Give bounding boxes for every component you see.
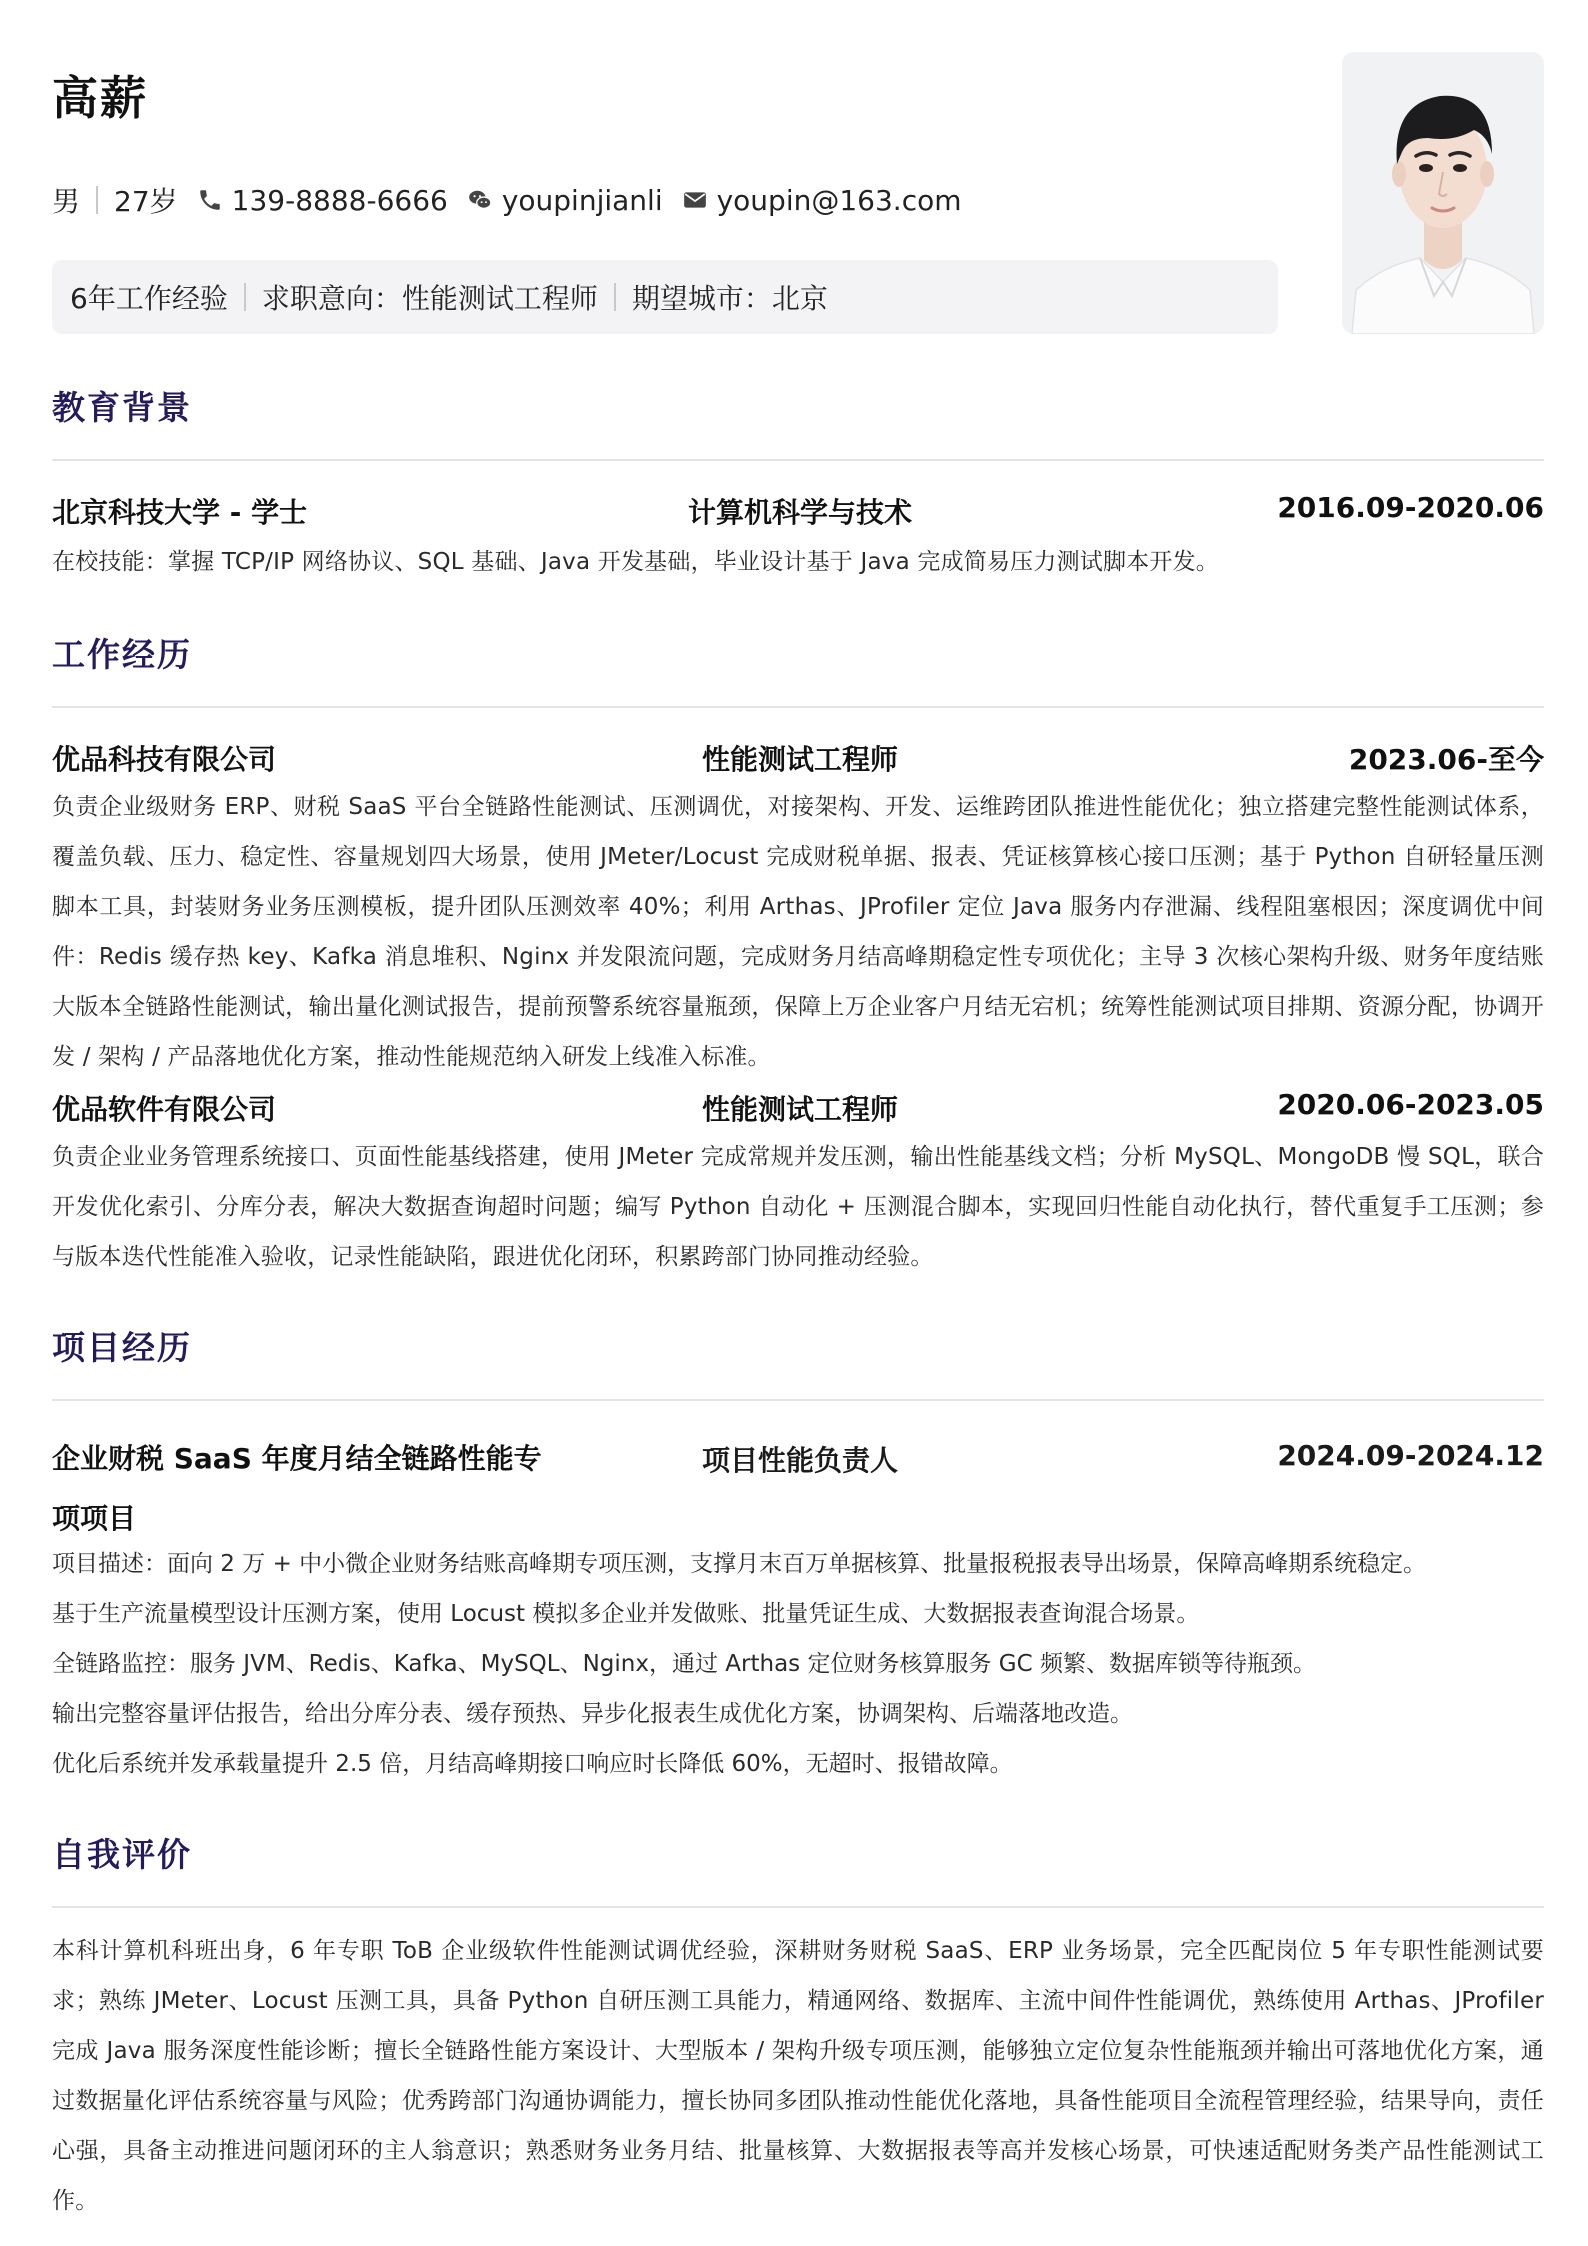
resume-header	[52, 52, 1544, 334]
divider	[96, 186, 98, 214]
school-name: 北京科技大学 - 学士	[52, 496, 308, 529]
wechat-icon	[466, 186, 494, 214]
summary-bar	[52, 260, 1278, 334]
project-section	[52, 1322, 1544, 1789]
project-details	[52, 1539, 1544, 1789]
wechat-id: youpinjianli	[501, 183, 663, 217]
major: 计算机科学与技术	[688, 496, 913, 529]
project-period: 2024.09-2024.12	[1277, 1439, 1544, 1472]
education-detail: 在校技能：掌握 TCP/IP 网络协议、SQL 基础、Java 开发基础，毕业设计基于 Java 完成简易压力测试脚本开发。	[52, 549, 1219, 575]
project-line: 输出完整容量评估报告，给出分库分表、缓存预热、异步化报表生成优化方案，协调架构、后端落地改造。	[52, 1701, 1133, 1727]
divider	[244, 283, 246, 311]
resume-page	[52, 52, 1544, 2226]
phone-icon	[196, 186, 224, 214]
work-period: 2023.06-至今	[1348, 743, 1544, 776]
section-title-project: 项目经历	[52, 1328, 192, 1367]
company-name: 优品科技有限公司	[52, 743, 277, 776]
section-divider	[52, 459, 1544, 461]
project-line: 全链路监控：服务 JVM、Redis、Kafka、MySQL、Nginx，通过 Arthas 定位财务核算服务 GC 频繁、数据库锁等待瓶颈。	[52, 1651, 1316, 1677]
section-title-self: 自我评价	[52, 1835, 192, 1874]
project-line: 基于生产流量模型设计压测方案，使用 Locust 模拟多企业并发做账、批量凭证生成、大数据报表查询混合场景。	[52, 1601, 1200, 1627]
project-name	[52, 1429, 542, 1549]
work-description: 负责企业业务管理系统接口、页面性能基线搭建，使用 JMeter 完成常规并发压测，输出性能基线文档；分析 MySQL、MongoDB 慢 SQL，联合开发优化索引、分库分表，解决大数据查询超时问题；编写 Python 自动化 + 压测混合脚本，实现回归性能自动化执行，替代重复手工压测；参与版本迭代性能准入验收，记录性能缺陷，跟进优化闭环，积累跨部门协同推动经验。	[52, 1144, 1544, 1270]
self-evaluation-section	[52, 1829, 1544, 2226]
divider	[614, 283, 616, 311]
expected-city: 期望城市：北京	[631, 282, 828, 315]
job-role: 性能测试工程师	[702, 1093, 899, 1126]
work-entry-header	[52, 1088, 1544, 1128]
work-entry-header	[52, 738, 1544, 778]
contact-row	[52, 180, 962, 220]
section-divider	[52, 1906, 1544, 1908]
project-line: 优化后系统并发承载量提升 2.5 倍，月结高峰期接口响应时长降低 60%，无超时、报错故障。	[52, 1751, 1013, 1777]
job-role: 性能测试工程师	[702, 743, 899, 776]
section-title-work: 工作经历	[52, 635, 192, 674]
project-role: 项目性能负责人	[702, 1444, 899, 1477]
education-entry-header	[52, 491, 1544, 531]
work-section	[52, 629, 1544, 1282]
section-divider	[52, 706, 1544, 708]
project-name-line: 项项目	[52, 1502, 137, 1535]
gender: 男	[52, 185, 81, 218]
experience-years: 6年工作经验	[70, 282, 228, 315]
candidate-name: 高薪	[52, 71, 148, 125]
education-section	[52, 382, 1544, 587]
project-entry-header	[52, 1429, 1544, 1535]
self-evaluation-text: 本科计算机科班出身，6 年专职 ToB 企业级软件性能测试调优经验，深耕财务财税 SaaS、ERP 业务场景，完全匹配岗位 5 年专职性能测试要求；熟练 JMeter、Locust 压测工具，具备 Python 自研压测工具能力，精通网络、数据库、主流中间件性能调优，熟练使用 Arthas、JProfiler 完成 Java 服务深度性能诊断；擅长全链路性能方案设计、大型版本 / 架构升级专项压测，能够独立定位复杂性能瓶颈并输出可落地优化方案，通过数据量化评估系统容量与风险；优秀跨部门沟通协调能力，擅长协同多团队推动性能优化落地，具备性能项目全流程管理经验，结果导向，责任心强，具备主动推进问题闭环的主人翁意识；熟悉财务业务月结、批量核算、大数据报表等高并发核心场景，可快速适配财务类产品性能测试工作。	[52, 1938, 1544, 2214]
mail-icon	[681, 186, 709, 214]
age: 27岁	[114, 185, 178, 218]
job-intent: 求职意向：性能测试工程师	[261, 282, 598, 315]
work-description: 负责企业级财务 ERP、财税 SaaS 平台全链路性能测试、压测调优，对接架构、开发、运维跨团队推进性能优化；独立搭建完整性能测试体系，覆盖负载、压力、稳定性、容量规划四大场景，使用 JMeter/Locust 完成财税单据、报表、凭证核算核心接口压测；基于 Python 自研轻量压测脚本工具，封装财务业务压测模板，提升团队压测效率 40%；利用 Arthas、JProfiler 定位 Java 服务内存泄漏、线程阻塞根因；深度调优中间件：Redis 缓存热 key、Kafka 消息堆积、Nginx 并发限流问题，完成财务月结高峰期稳定性专项优化；主导 3 次核心架构升级、财务年度结账大版本全链路性能测试，输出量化测试报告，提前预警系统容量瓶颈，保障上万企业客户月结无宕机；统筹性能测试项目排期、资源分配，协调开发 / 架构 / 产品落地优化方案，推动性能规范纳入研发上线准入标准。	[52, 794, 1544, 1070]
company-name: 优品软件有限公司	[52, 1093, 277, 1126]
project-name-line: 企业财税 SaaS 年度月结全链路性能专	[52, 1442, 542, 1475]
phone-number: 139-8888-6666	[231, 183, 448, 217]
section-title-education: 教育背景	[52, 388, 192, 427]
education-period: 2016.09-2020.06	[1277, 491, 1544, 524]
project-line: 项目描述：面向 2 万 + 中小微企业财务结账高峰期专项压测，支撑月末百万单据核算、批量报税报表导出场景，保障高峰期系统稳定。	[52, 1551, 1427, 1577]
work-period: 2020.06-2023.05	[1277, 1088, 1544, 1121]
section-divider	[52, 1399, 1544, 1401]
email: youpin@163.com	[716, 183, 962, 217]
profile-photo	[1342, 52, 1544, 334]
